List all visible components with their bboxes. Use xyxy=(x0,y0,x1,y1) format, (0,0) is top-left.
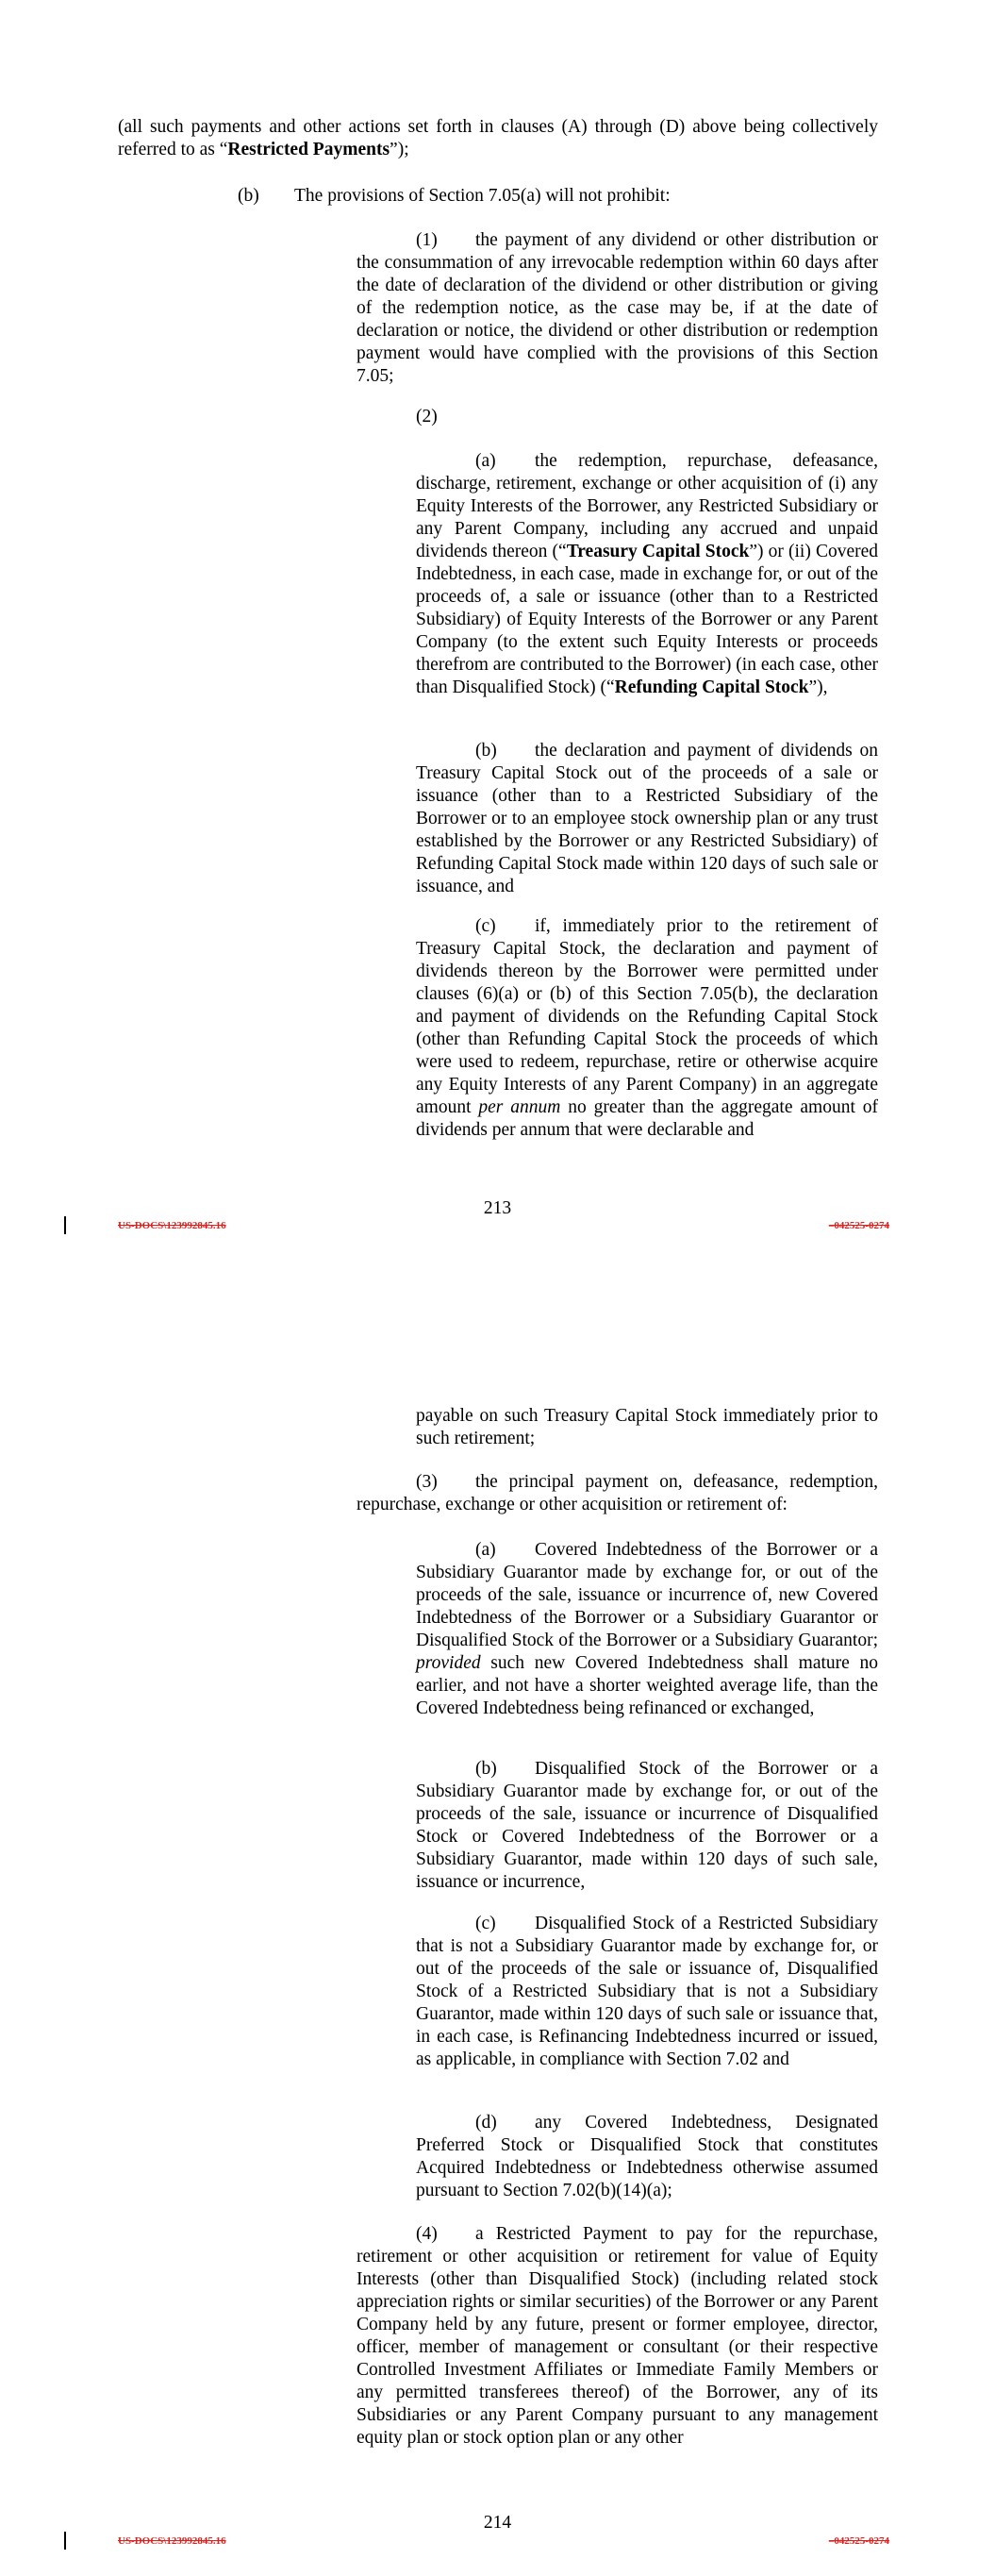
item-3a: (a) Covered Indebtedness of the Borrower or a Subsidiary Guarantor made by exchange for, or out of the proceeds of the sale, issuance or incurrence of, new Covered Indebtedness of the Borrower or a Subsidiary Guarantor or Disqualified Stock of the Borrower or a Subsidiary Guarantor; provided such new Covered Indebtedness shall mature no earlier, and not have a shorter weighted average life, than the Covered Indebtedness being refinanced or exchanged, xyxy=(416,1540,878,1718)
page-214 xyxy=(0,1288,995,2576)
item-3c xyxy=(416,1913,878,2071)
change-bar xyxy=(64,1216,66,1234)
page-number: 213 xyxy=(483,1198,512,1218)
clause-b-label: (b) xyxy=(238,186,259,206)
item-3-label: (3) xyxy=(416,1472,438,1492)
restricted-payments-definition: (all such payments and other actions set forth in clauses (A) through (D) above being collectively referred to as “Restricted Payments”); xyxy=(118,117,878,159)
footer-matter-number: –042525-0274 xyxy=(828,2535,889,2547)
clause-b xyxy=(238,185,878,208)
italic-per-annum: per annum xyxy=(478,1097,561,1117)
item-2c: (c) if, immediately prior to the retirement of Treasury Capital Stock, the declaration and payment of dividends thereon by the Borrower were permitted under clauses (6)(a) or (b) of this Section 7.05(b), the declaration and payment of dividends on the Refunding Capital Stock (other than Refunding Capital Stock the proceeds of which were used to redeem, repurchase, retire or otherwise acquire any Equity Interests of any Parent Company) in an aggregate amount per annum no greater than the aggregate amount of dividends per annum that were declarable and xyxy=(416,916,878,1140)
item-3b-text: Disqualified Stock of the Borrower or a Subsidiary Guarantor made by exchange for, or out of the proceeds of the sale, issuance or incurrence of Disqualified Stock or Covered Indebtedness of the Borrower or a Subsidiary Guarantor, made within 120 days of such sale, issuance or incurrence, xyxy=(416,1759,878,1892)
item-1 xyxy=(357,229,878,388)
item-2c-continued: payable on such Treasury Capital Stock immediately prior to such retirement; xyxy=(416,1406,878,1448)
footer-matter-number: –042525-0274 xyxy=(828,1220,889,1231)
item-3c-label: (c) xyxy=(475,1914,496,1933)
item-2b-text: the declaration and payment of dividends on Treasury Capital Stock out of the proceeds of a sale or issuance (other than to a Restricted Subsidiary of the Borrower or to an employee stock ownership plan or any trust established by the Borrower or any Restricted Subsidiary) of Refunding Capital Stock made within 120 days of such sale or issuance, and xyxy=(416,741,878,896)
item-3b-label: (b) xyxy=(475,1759,497,1779)
item-1-text: the payment of any dividend or other distribution or the consummation of any irrevocable redemption within 60 days after the date of declaration of the dividend or other distribution or giving of the redemption notice, as the case may be, if at the date of declaration or notice, the dividend or other distribution or redemption payment would have complied with the provisions of this Section 7.05; xyxy=(357,230,878,386)
footer-doc-id: US-DOCS\123992845.16 xyxy=(118,2535,226,2547)
defined-term-treasury-capital-stock: Treasury Capital Stock xyxy=(566,542,750,561)
item-1-label: (1) xyxy=(416,230,438,250)
italic-provided: provided xyxy=(416,1653,481,1673)
item-4-label: (4) xyxy=(416,2224,438,2244)
item-2b xyxy=(416,740,878,898)
item-3d-text: any Covered Indebtedness, Designated Preferred Stock or Disqualified Stock that constitutes Acquired Indebtedness or Indebtedness otherwise assumed pursuant to Section 7.02(b)(14)(a); xyxy=(416,2113,878,2200)
footer-doc-id: US-DOCS\123992845.16 xyxy=(118,1220,226,1231)
item-3b xyxy=(416,1758,878,1894)
defined-term-restricted-payments: Restricted Payments xyxy=(227,140,390,159)
item-2a: (a) the redemption, repurchase, defeasance, discharge, retirement, exchange or other acquisition of (i) any Equity Interests of the Borrower, any Restricted Subsidiary or any Parent Company, including any accrued and unpaid dividends thereon (“Treasury Capital Stock”) or (ii) Covered Indebtedness, in each case, made in exchange for, or out of the proceeds of, a sale or issuance (other than to a Restricted Subsidiary) of Equity Interests of the Borrower or any Parent Company (to the extent such Equity Interests or proceeds therefrom are contributed to the Borrower) (in each case, other than Disqualified Stock) (“Refunding Capital Stock”), xyxy=(416,451,878,697)
item-3a-label: (a) xyxy=(475,1540,496,1560)
page-number: 214 xyxy=(483,2513,512,2533)
item-3d-label: (d) xyxy=(475,2113,497,2133)
item-4 xyxy=(357,2223,878,2450)
item-2c-label: (c) xyxy=(475,916,496,936)
item-2-label: (2) xyxy=(416,407,438,427)
item-3-text: the principal payment on, defeasance, redemption, repurchase, exchange or other acquisition or retirement of: xyxy=(357,1472,878,1514)
item-3c-text: Disqualified Stock of a Restricted Subsidiary that is not a Subsidiary Guarantor made by exchange for, or out of the proceeds of the sale or issuance of, Disqualified Stock of a Restricted Subsidiary that is not a Subsidiary Guarantor, made within 120 days of such sale or issuance that, in each case, is Refinancing Indebtedness incurred or issued, as applicable, in compliance with Section 7.02 and xyxy=(416,1914,878,2069)
item-3d xyxy=(416,2112,878,2202)
item-2a-label: (a) xyxy=(475,451,496,471)
item-3 xyxy=(357,1471,878,1516)
item-2b-label: (b) xyxy=(475,741,497,761)
change-bar xyxy=(64,2532,66,2550)
clause-b-text: The provisions of Section 7.05(a) will not prohibit: xyxy=(294,186,671,206)
defined-term-refunding-capital-stock: Refunding Capital Stock xyxy=(614,677,809,697)
item-4-text: a Restricted Payment to pay for the repurchase, retirement or other acquisition or retirement for value of Equity Interests (other than Disqualified Stock) (including related stock appreciation rights or similar securities) of the Borrower or any Parent Company held by any future, present or former employee, director, officer, member of management or consultant (or their respective Controlled Investment Affiliates or Immediate Family Members or any permitted transferees thereof) of the Borrower, any of its Subsidiaries or any Parent Company pursuant to any management equity plan or stock option plan or any other xyxy=(357,2224,878,2448)
